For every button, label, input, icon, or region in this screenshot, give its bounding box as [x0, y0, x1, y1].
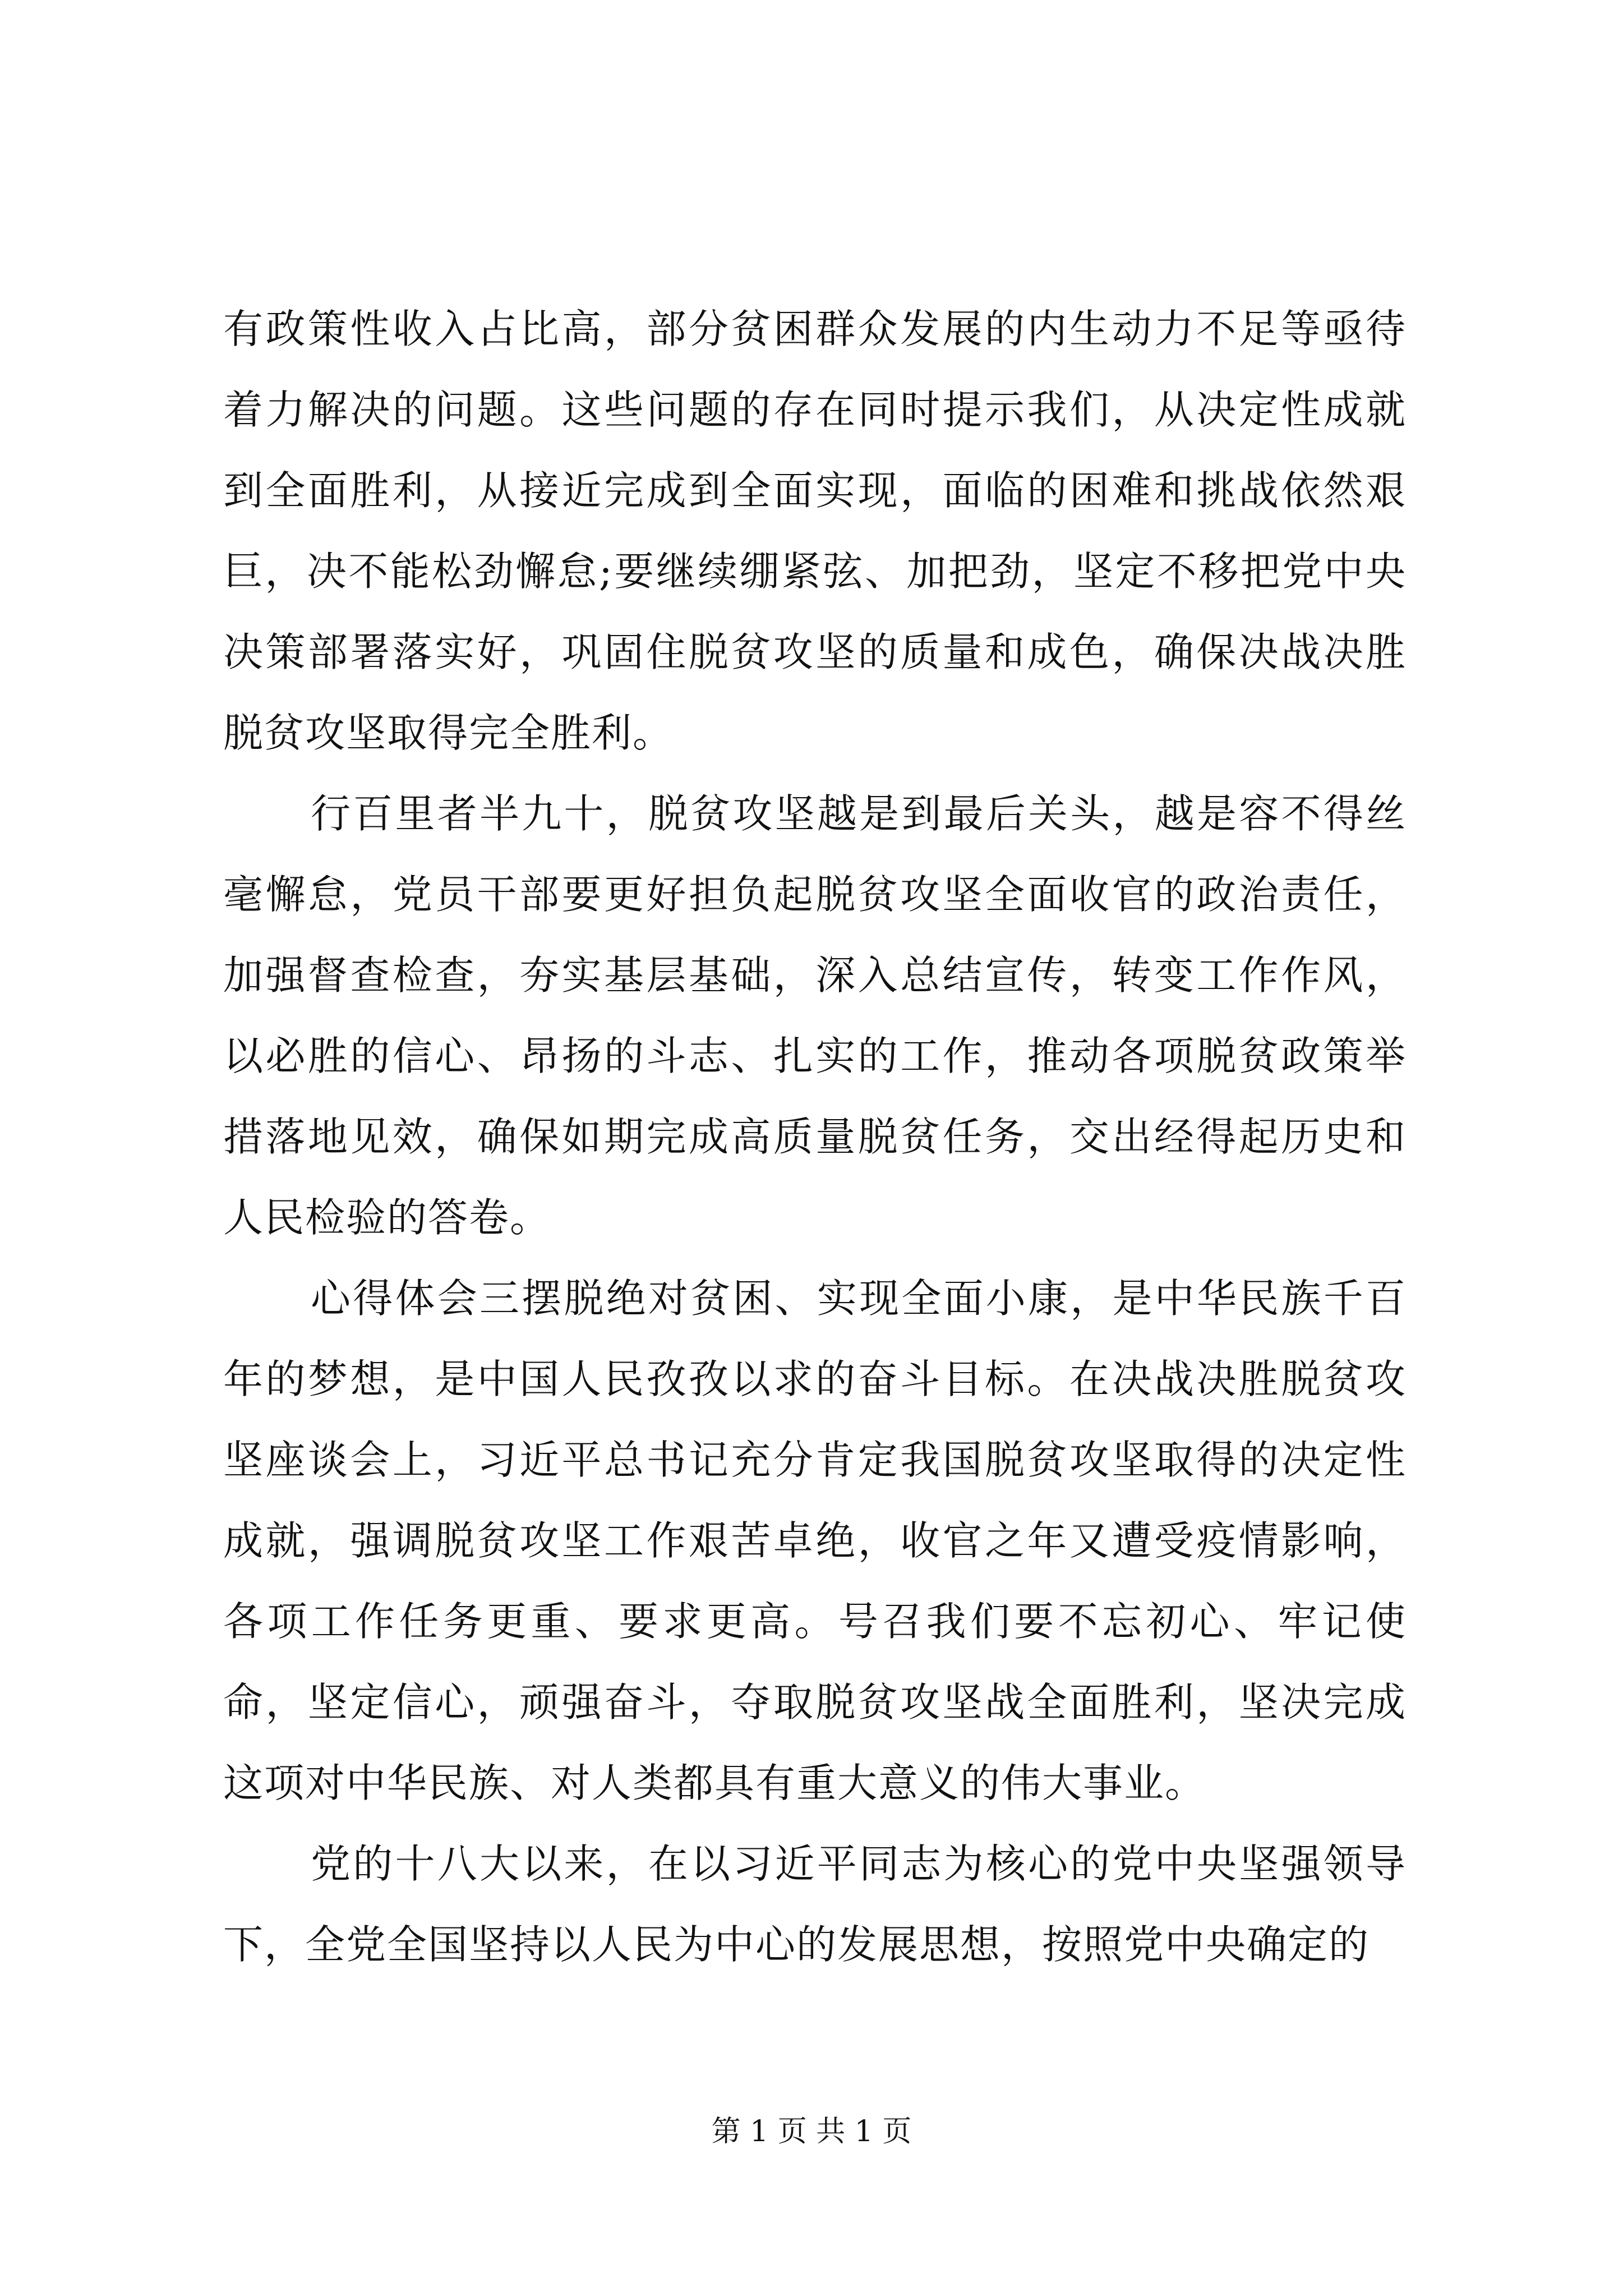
paragraph: 心得体会三摆脱绝对贫困、实现全面小康，是中华民族千百年的梦想，是中国人民孜孜以求的奋斗目标。在决战决胜脱贫攻坚座谈会上，习近平总书记充分肯定我国脱贫攻坚取得的决定性成就，强调脱贫攻坚工作艰苦卓绝，收官之年又遭受疫情影响，各项工作任务更重、要求更高。号召我们要不忘初心、牢记使命，坚定信心，顽强奋斗，夺取脱贫攻坚战全面胜利，坚决完成这项对中华民族、对人类都具有重大意义的伟大事业。: [223, 1275, 1407, 1806]
paragraph: 党的十八大以来，在以习近平同志为核心的党中央坚强领导下，全党全国坚持以人民为中心的发展思想，按照党中央确定的: [223, 1841, 1407, 1968]
paragraph-continued: 有政策性收入占比高，部分贫困群众发展的内生动力不足等亟待着力解决的问题。这些问题的存在同时提示我们，从决定性成就到全面胜利，从接近完成到全面实现，面临的困难和挑战依然艰巨，决不能松劲懈怠;要继续绷紧弦、加把劲，坚定不移把党中央决策部署落实好，巩固住脱贫攻坚的质量和成色，确保决战决胜脱贫攻坚取得完全胜利。: [223, 306, 1407, 756]
document-body: [223, 289, 1407, 1985]
page-footer: 第 1 页 共 1 页: [711, 2115, 912, 2148]
paragraph: 行百里者半九十，脱贫攻坚越是到最后关头，越是容不得丝毫懈怠，党员干部要更好担负起脱贫攻坚全面收官的政治责任，加强督查检查，夯实基层基础，深入总结宣传，转变工作作风，以必胜的信心、昂扬的斗志、扎实的工作，推动各项脱贫政策举措落地见效，确保如期完成高质量脱贫任务，交出经得起历史和人民检验的答卷。: [223, 790, 1407, 1241]
